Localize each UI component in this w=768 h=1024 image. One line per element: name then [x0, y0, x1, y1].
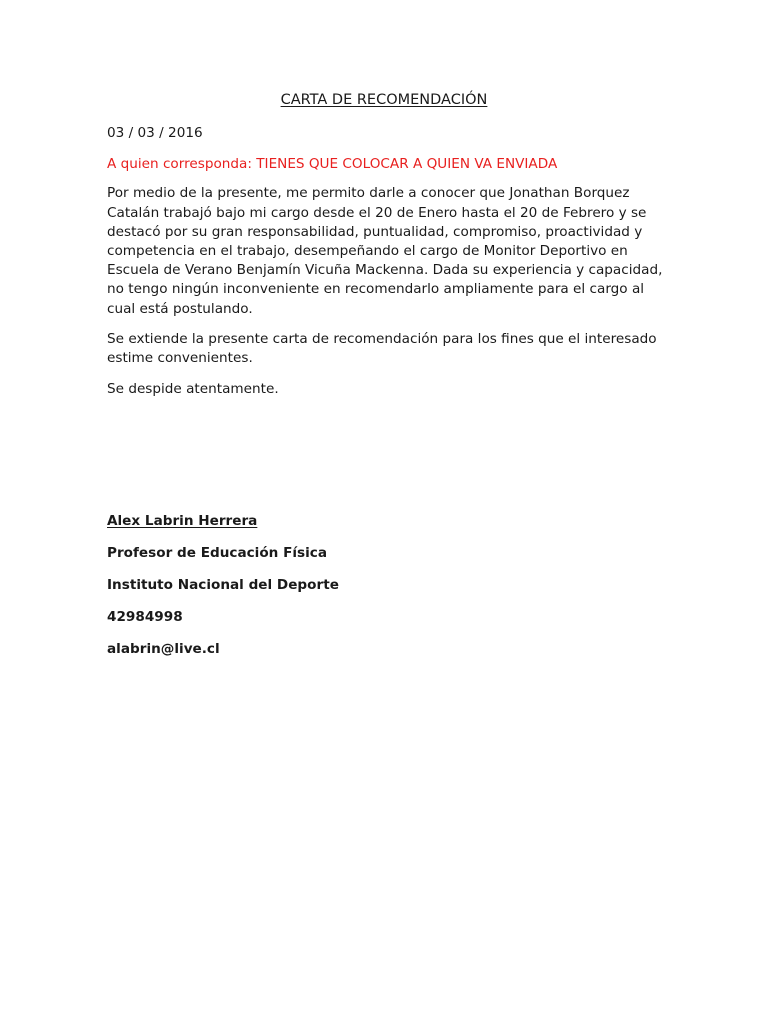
signature-email: alabrin@live.cl — [107, 641, 220, 657]
letter-title — [0, 90, 768, 110]
letter-title-text: CARTA DE RECOMENDACIÓN — [280, 92, 488, 108]
signature-block — [107, 512, 339, 672]
signature-institution: Instituto Nacional del Deporte — [107, 577, 339, 593]
signature-name: Alex Labrin Herrera — [107, 513, 258, 529]
letter-closing: Se despide atentamente. — [107, 381, 279, 398]
letter-date: 03 / 03 / 2016 — [107, 125, 203, 141]
signature-name-line — [107, 512, 339, 531]
letter-paragraph-1: Por medio de la presente, me permito darle a conocer que Jonathan Borquez Catalán trabajó bajo mi cargo desde el 20 de Enero hasta el 20 de Febrero y se destacó por su gran responsabilidad, puntualidad, compromiso, proactividad y competencia en el trabajo, desempeñando el cargo de Monitor Deportivo en Escuela de Verano Benjamín Vicuña Mackenna. Dada su experiencia y capacidad, no tengo ningún inconveniente en recomendarlo ampliamente para el cargo al cual está postulando. — [107, 185, 663, 317]
signature-position: Profesor de Educación Física — [107, 545, 328, 561]
letter-salutation — [107, 155, 667, 174]
salutation-label: A quien corresponda: — [107, 156, 252, 173]
signature-phone: 42984998 — [107, 609, 183, 625]
salutation-placeholder-note: TIENES QUE COLOCAR A QUIEN VA ENVIADA — [256, 156, 558, 173]
letter-paragraph-2: Se extiende la presente carta de recomendación para los fines que el interesado estime convenientes. — [107, 330, 657, 367]
letter-body — [107, 124, 667, 399]
